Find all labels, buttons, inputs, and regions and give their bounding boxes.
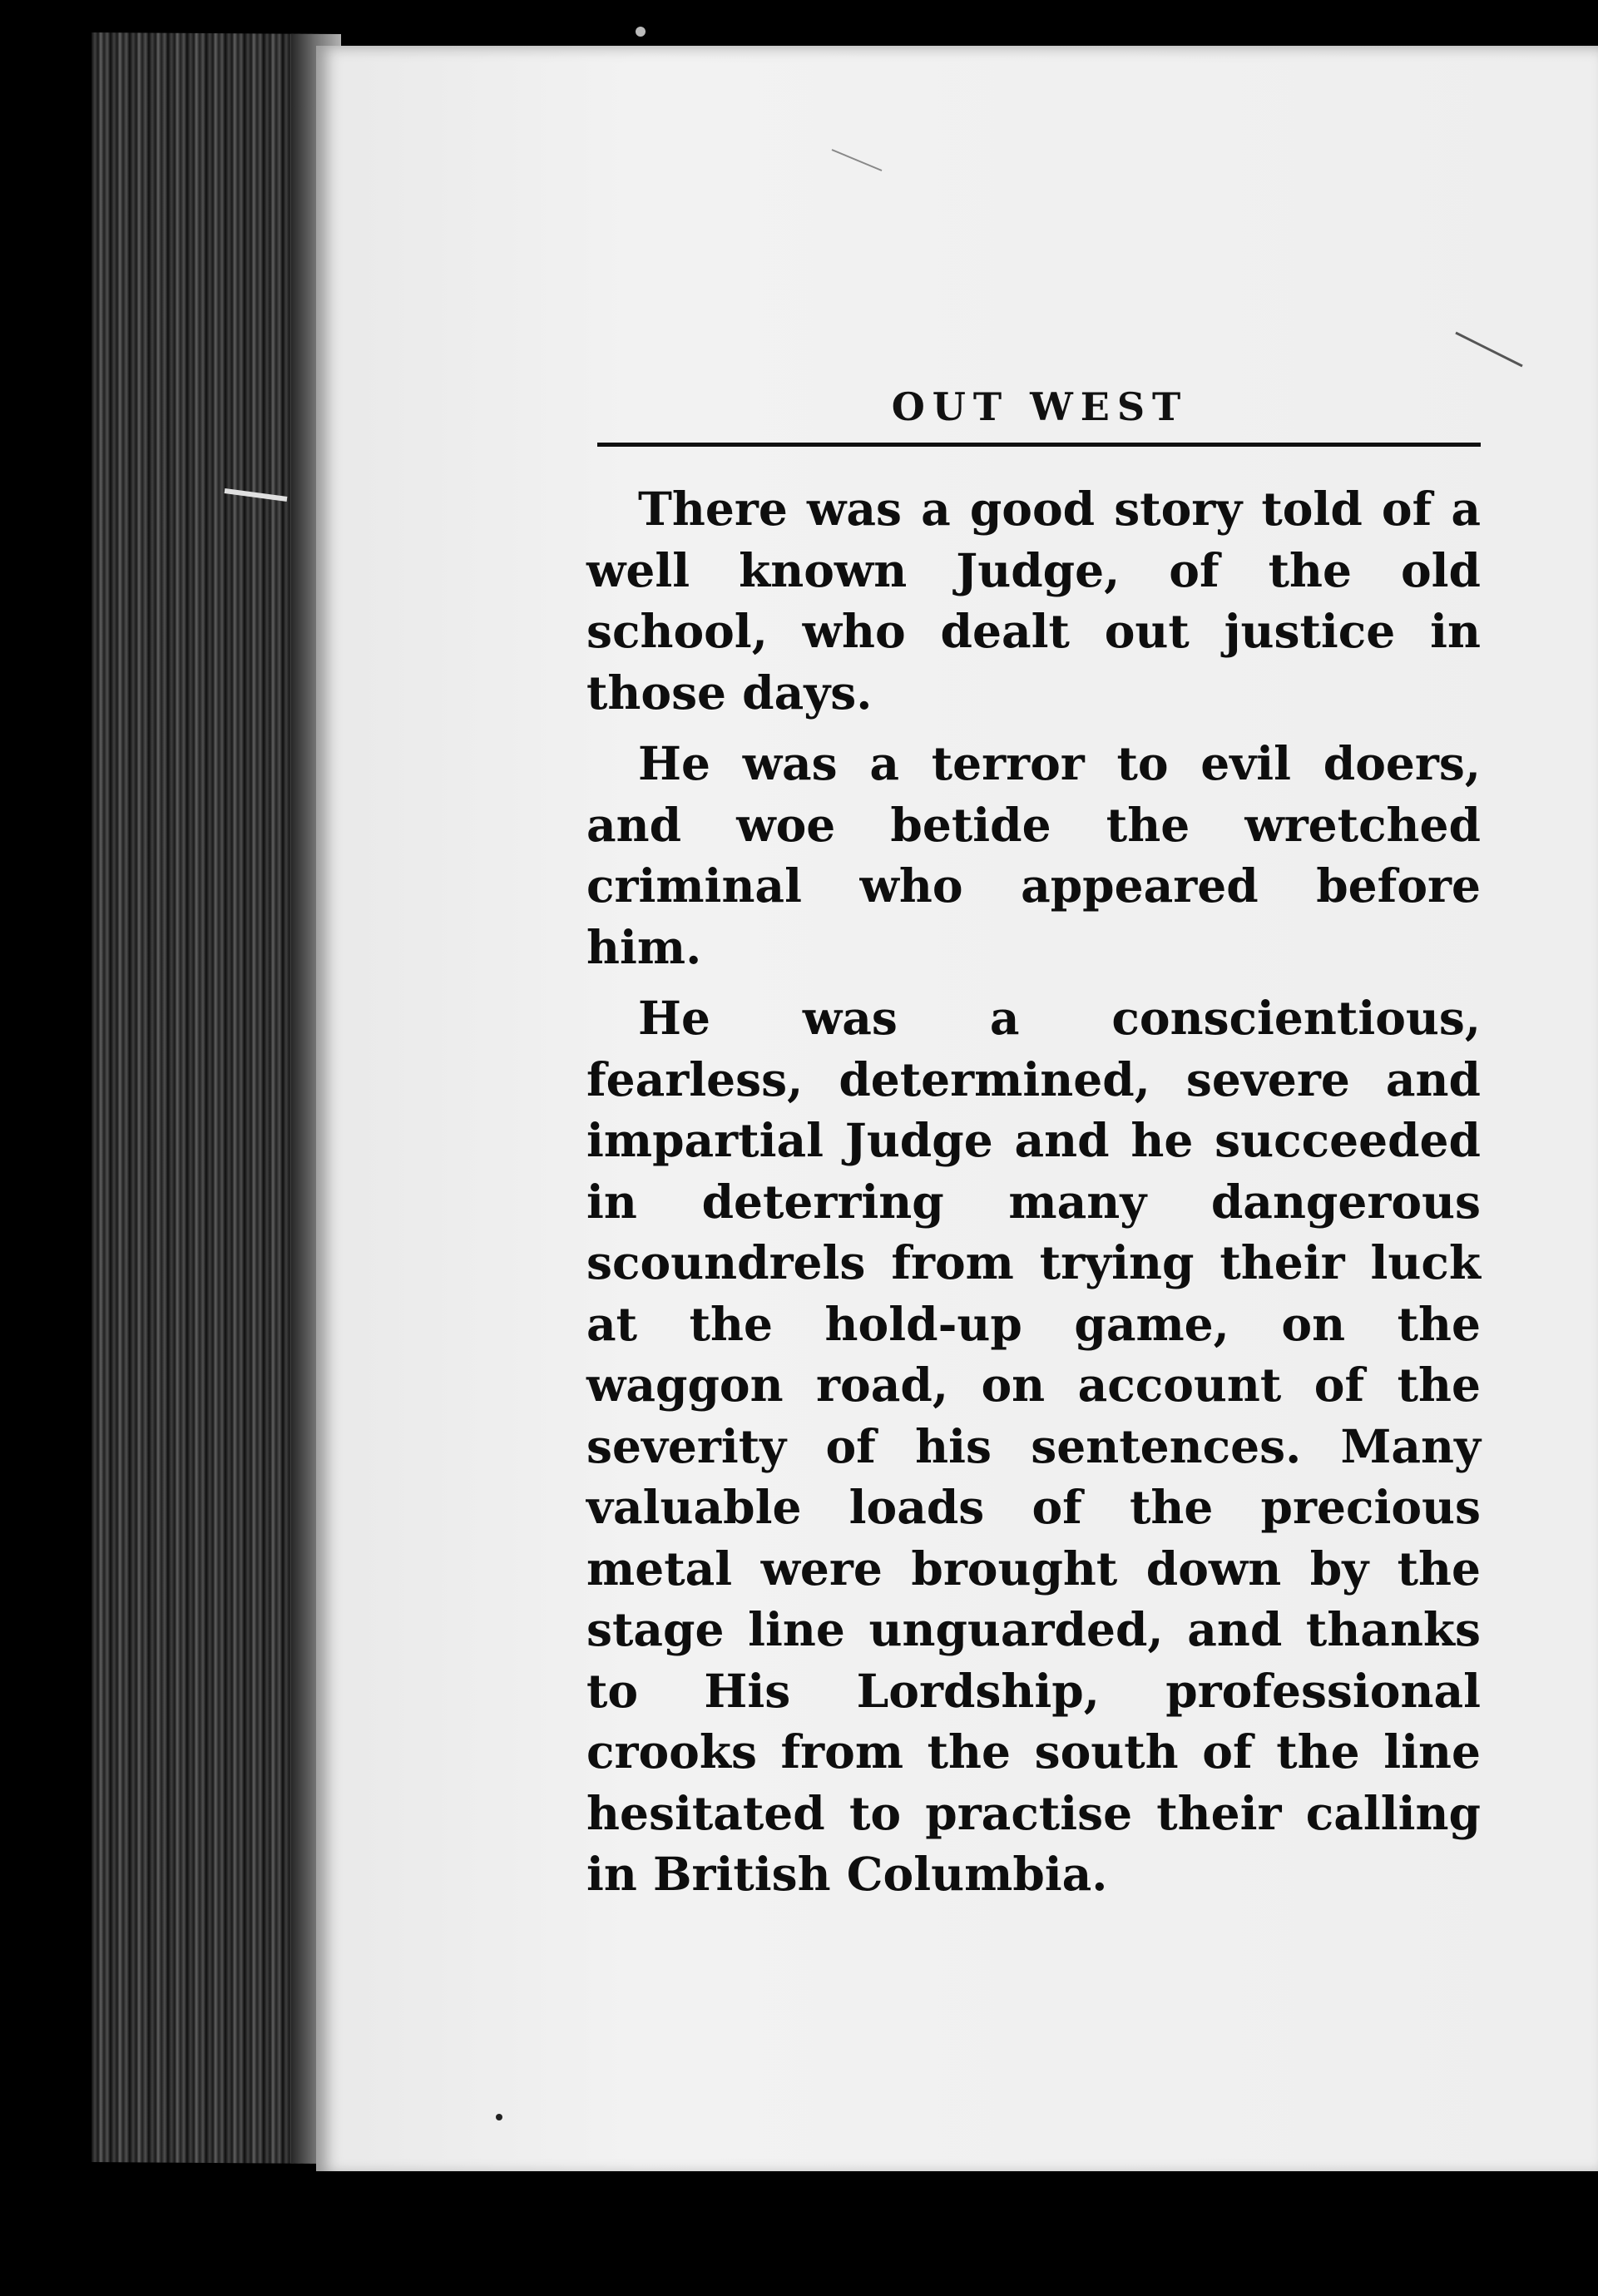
running-head: OUT WEST — [891, 384, 1189, 429]
speck — [636, 27, 646, 37]
head-rule — [597, 443, 1481, 447]
book-page-edges — [92, 32, 341, 2164]
bottom-shadow — [250, 2171, 1598, 2296]
paragraph-2: He was a terror to evil doers, and woe betide the wretched criminal who appeared before him. — [586, 736, 1481, 974]
paragraph-3: He was a conscientious, fearless, determined, severe and impartial Judge and he succeeded in deterring many dangerous scoundrels from trying their luck at the hold-up game, on the waggon road, on account of the severity of his sentences. Many valuable loads of the precious metal were brought down by the stage line unguarded, and thanks to His Lordship, professional crooks from the south of the line hesitated to practise their calling in British Columbia. — [586, 991, 1481, 1901]
paragraph-1: There was a good story told of a well known Judge, of the old school, who dealt out justice in those days. — [586, 482, 1481, 720]
body-text — [586, 478, 1481, 1905]
